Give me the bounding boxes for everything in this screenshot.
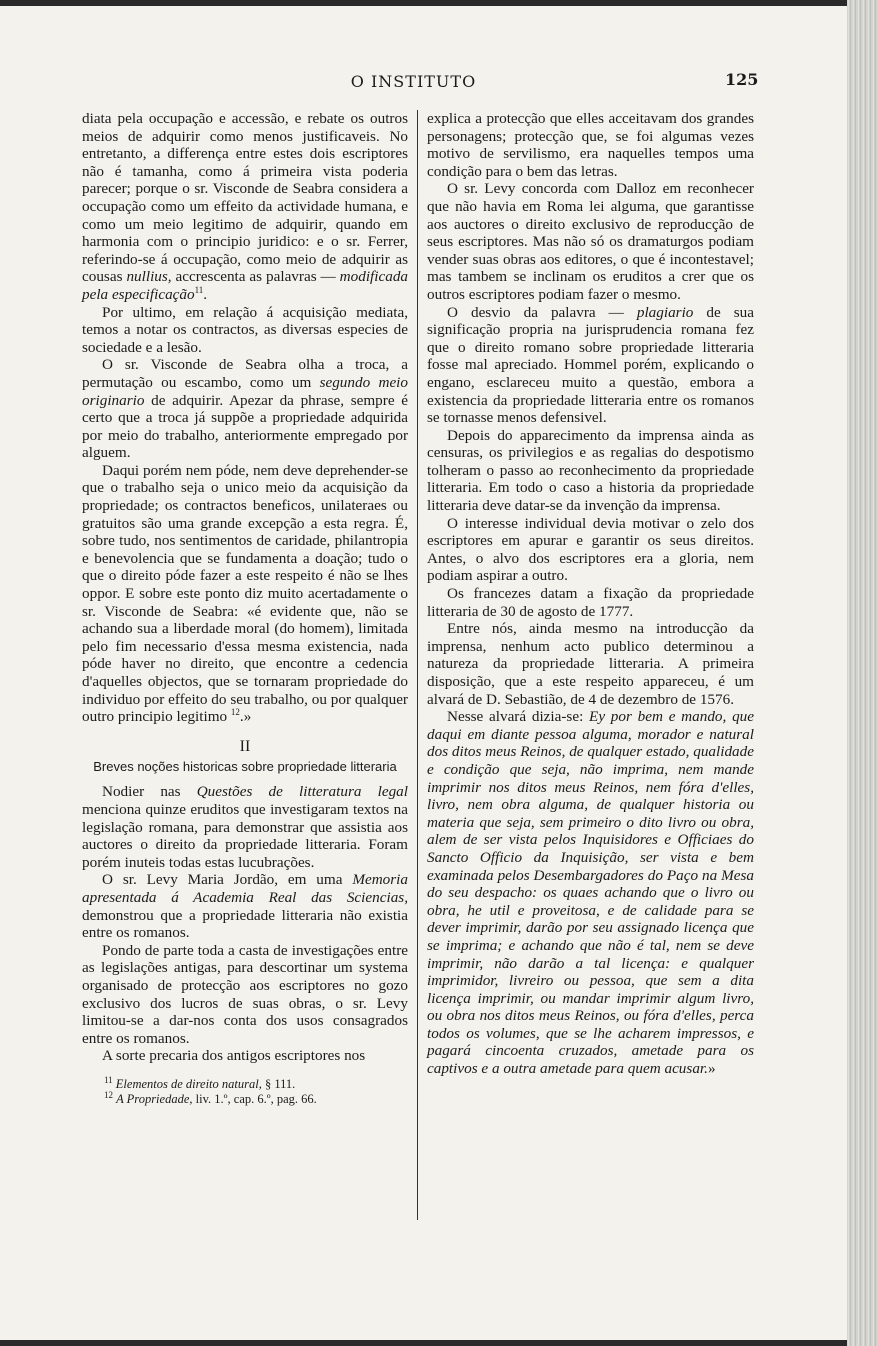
paragraph: Os francezes datam a fixação da propriedade litteraria de 30 de agosto de 1777.	[427, 585, 754, 620]
paragraph: explica a protecção que elles acceitavam dos grandes personagens; protecção que, se foi algumas vezes motivo de servilismo, era naquelles tempos uma condição para o bem das letras.	[427, 110, 754, 180]
footnote: $^{12}$ A Propriedade, liv. 1.º, cap. 6.º, pag. 66.	[104, 1089, 317, 1106]
paragraph: O sr. Levy Maria Jordão, em uma Memoria apresentada á Academia Real das Sciencias, demonstrou que a propriedade litteraria não existia entre os romanos.	[82, 871, 408, 942]
paragraph: Pondo de parte toda a casta de investigações entre as legislações antigas, para descortinar um systema organisado de protecção aos escriptores no gozo exclusivo dos lucros de suas obras, o sr. Levy limitou-se a dar-nos conta dos usos consagrados entre os romanos.	[82, 941, 408, 1047]
quoted-decree: Ey por bem e mando, que daqui em diante pessoa alguma, morador e natural dos ditos meus Reinos, de qualquer estado, qualidade e condição que seja, não imprima, nem mande imprimir nos ditos meus Reinos, nem fóra d'elles, livro, nem obra alguma, de qualquer historia ou materia que seja, sem primeiro o dito livro ou obra, alem de ser vista pelos Inquisidores e Officiaes do Sancto Officio da Inquisição, ser vista e bem examinada pelos Desembargadores do Paço na Mesa do seu despacho: os quaes achando que o livro ou obra, he util e proveitosa, e de calidade para se dever imprimir, darão por seu assignado licença que se imprima; e achando que não é tal, nem se deve imprimir, não darão a tal licença: e qualquer imprimidor, livreiro ou pessoa, que sem a dita licença imprimir, ou mandar imprimir algum livro, ou obra nos ditos meus Reinos, ou fóra d'elles, perca todos os volumes, que se lhe acharem impressos, e pagará cincoenta cruzados, ametade para os captivos e a outra ametade para quem acusar.	[427, 708, 754, 1078]
footnotes	[82, 1074, 408, 1107]
paragraph: A sorte precaria dos antigos escriptores nos	[102, 1047, 366, 1065]
paragraph: O sr. Visconde de Seabra olha a troca, a permutação ou escambo, como um segundo meio originario de adquirir. Apezar da phrase, sempre é certo que a troca já suppõe a propriedade adquirida por meio do trabalho, anteriormente empregado por alguem.	[82, 356, 408, 462]
column-divider	[417, 110, 418, 1220]
paragraph: O interesse individual devia motivar o zelo dos escriptores em apurar e garantir os seus direitos. Antes, o alvo dos escriptores era a gloria, nem podiam aspirar a outro.	[427, 514, 754, 585]
book-page-edges	[847, 0, 877, 1346]
paragraph: diata pela occupação e accessão, e rebate os outros meios de adquirir como menos justificaveis. No entretanto, a differença entre estes dois escriptores não é tamanha, como á primeira vista poderia parecer; porque o sr. Visconde de Seabra considera a occupação como um effeito da actividade humana, e como um meio legitimo de adquirir, quando em harmonia com o principio juridico: e o sr. Ferrer, referindo-se á occupação, como meio de adquirir as cousas nullius, accrescenta as palavras — modificada pela especificação$^{11}$.	[82, 110, 409, 303]
paragraph: O desvio da palavra — plagiario de sua significação propria na jurisprudencia romana fez que o direito romano sobre propriedade litteraria fosse mal apreciado. Hommel porém, explicando o engano, esclareceu muito a questão, embora a existencia da propriedade litteraria entre os romanos se tornasse menos defensivel.	[427, 303, 754, 427]
right-column	[427, 110, 754, 1078]
paragraph: Daqui porém nem póde, nem deve deprehender-se que o trabalho seja o unico meio da acquisição da propriedade; os contractos beneficos, unilateraes ou gratuitos são uma grande excepção a esta regra. É, sobre tudo, nos sentimentos de caridade, philantropia e benevolencia que se fundamenta a doação; tudo o que o direito póde fazer a este respeito é não se lhes oppor. E sobre este ponto diz muito acertadamente o sr. Visconde de Seabra: «é evidente que, não se achando sua a liberdade moral (do homem), limitada pelo fim necessario d'essa mesma existencia, nada póde haver no direito, que encontre a cedencia d'aquelles objectos, que se tornaram propriedade do individuo por effeito do seu trabalho, ou por qualquer outro principio legitimo $^{12}$.»	[82, 461, 408, 726]
left-column	[82, 110, 408, 1107]
paragraph: Nodier nas Questões de litteratura legal menciona quinze eruditos que investigaram textos na legislação romana, para demonstrar que assistia aos auctores o direito da propriedade litteraria. Foram porém inuteis todas estas lucubrações.	[82, 783, 408, 871]
footnote: $^{11}$ Elementos de direito natural, § 111.	[104, 1074, 296, 1091]
page-number: 125	[725, 70, 759, 89]
paragraph: O sr. Levy concorda com Dalloz em reconhecer que não havia em Roma lei alguma, que garantisse aos auctores o direito exclusivo de reproducção de seus escriptores. Mas não só os dramaturgos podiam vender suas obras aos editores, o que é incontestavel; mas tambem se inclinam os eruditos a crer que os outros escriptores podiam fazer o mesmo.	[427, 180, 754, 303]
paragraph: Por ultimo, em relação á acquisição mediata, temos a notar os contractos, as diversas especies de sociedade e a lesão.	[82, 303, 408, 356]
footnote-ref[interactable]: 12	[230, 707, 240, 718]
section-title: Breves noções historicas sobre propriedade litteraria	[93, 759, 397, 775]
paragraph: Depois do apparecimento da imprensa ainda as censuras, os privilegios e as regalias do despotismo tolheram o passo ao reconhecimento da propriedade litteraria. Em todo o caso a historia da propriedade litteraria deve datar-se da invenção da imprensa.	[427, 426, 754, 515]
section-number: II	[239, 737, 251, 755]
paragraph: Entre nós, ainda mesmo na introducção da imprensa, nenhum acto publico determinou a natureza da propriedade litteraria. A primeira disposição, que a este respeito appareceu, é um alvará de D. Sebastião, de 4 de dezembro de 1576.	[427, 620, 754, 708]
footnote-ref[interactable]: 11	[194, 284, 204, 295]
running-header: O INSTITUTO	[350, 72, 477, 91]
book-page	[0, 6, 847, 1340]
paragraph: Nesse alvará dizia-se: Ey por bem e mando, que daqui em diante pessoa alguma, morador e natural dos ditos meus Reinos, de qualquer estado, qualidade e condição que seja, não imprima, nem mande imprimir nos ditos meus Reinos, nem fóra d'elles, livro, nem obra alguma, de qualquer historia ou materia que seja, sem primeiro o dito livro ou obra, alem de ser vista pelos Inquisidores e Officiaes do Sancto Officio da Inquisição, ser vista e bem examinada pelos Desembargadores do Paço na Mesa do seu despacho: os quaes achando que o livro ou obra, he util e proveitosa, e de calidade para se dever imprimir, darão por seu assignado licença que se imprima; e achando que não é tal, nem se deve imprimir, não darão a tal licença: e qualquer imprimidor, livreiro ou pessoa, que sem a dita licença imprimir, ou mandar imprimir algum livro, ou obra nos ditos meus Reinos, ou fóra d'elles, perca todos os volumes, que se lhe acharem impressos, e pagará cincoenta cruzados, ametade para os captivos e a outra ametade para quem acusar.»	[427, 708, 754, 1078]
